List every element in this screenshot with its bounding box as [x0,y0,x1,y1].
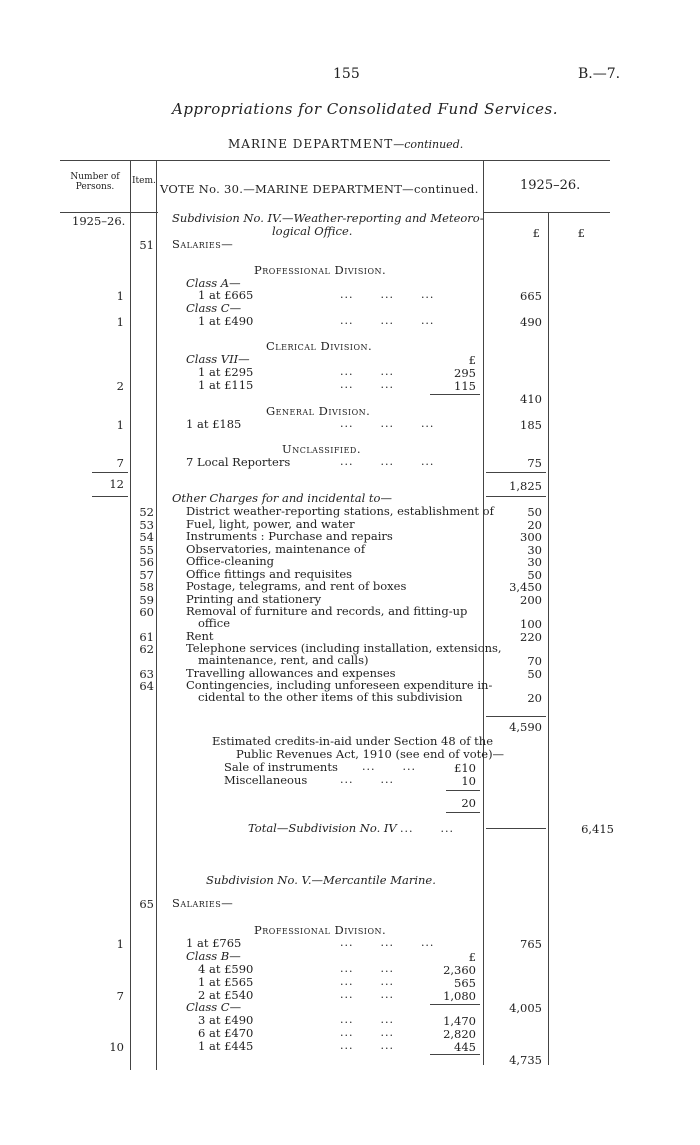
leader-dots: ... ... [340,773,394,786]
amount-value: 185 [520,418,542,432]
charge-amount: 3,450 [509,580,542,594]
sub-amount: 2,360 [443,963,476,977]
charge-description: Instruments : Purchase and repairs [186,529,393,543]
credit-item: Miscellaneous [224,773,308,787]
leader-dots: ... ... [400,822,454,835]
leader-dots: ... ... [340,1026,394,1039]
charge-description: maintenance, rent, and calls) [198,653,369,667]
credits-rule [446,790,480,791]
salary-line: 7 Local Reporters [186,455,291,469]
salary-line: 1 at £565 [198,975,254,989]
sub-amount: 565 [454,976,476,990]
persons-count: 1 [116,937,124,951]
leader-dots: ... ... ... [340,455,435,468]
class-c-label: Class C— [186,1000,242,1014]
clerical-division-heading: Clerical Division. [266,339,373,353]
sub-amount: 1,470 [443,1014,476,1028]
subdivision-4-title-line1: Subdivision No. IV.—Weather-reporting and Meteoro- [172,211,484,225]
subtotal-rule [430,1054,480,1055]
salary-line: 1 at £445 [198,1039,254,1053]
persons-count: 7 [116,989,124,1003]
salary-line: 1 at £295 [198,365,254,379]
amount-total-rule [486,496,546,497]
charge-amount: 20 [527,517,542,532]
persons-count: 7 [116,456,124,470]
sub-amount: 445 [454,1040,476,1054]
charge-description: Observatories, maintenance of [186,541,366,556]
salary-line: 1 at £115 [198,378,254,392]
salary-line: 6 at £470 [198,1026,254,1040]
salaries-heading: Salaries— [172,237,234,251]
charge-item-number: 63 [139,666,154,681]
subdivision-4-total-label: Total—Subdivision No. IV [248,821,397,835]
credit-amount: 10 [461,774,476,788]
charge-item-number: 52 [139,505,154,519]
pound-sign: £ [468,353,476,367]
charge-amount: 300 [520,530,542,544]
persons-total: 12 [109,477,124,491]
charge-item-number: 57 [139,567,154,582]
leader-dots: ... ... [340,378,394,391]
charge-description: Travelling allowances and expenses [186,665,396,680]
sub-amount: 115 [454,379,476,393]
amount-value: 490 [520,315,542,329]
charges-total-rule [486,716,546,717]
subdivision-4-title-line2: logical Office. [272,224,353,238]
charge-description: Removal of furniture and records, and fitting-up [186,604,468,618]
department-heading [228,137,463,151]
document-code: B.—7. [578,66,621,82]
year-column-header: 1925–26. [520,178,581,193]
running-title: Appropriations for Consolidated Fund Services. [172,100,559,118]
pound-heading-amount: £ [532,226,540,240]
sub-amount: 1,080 [443,989,476,1003]
amount-total-rule [486,472,546,473]
sub-amount: 2,820 [443,1027,476,1041]
credits-line1: Estimated credits-in-aid under Section 48 of the [212,734,494,748]
table-top-rule [60,160,610,161]
item-number: 51 [139,238,154,252]
charge-item-number: 55 [139,542,154,557]
subdivision-4-total: 6,415 [581,822,614,836]
persons-item-divider [130,160,131,1070]
leader-dots: ... ... [340,975,394,988]
persons-total-rule [92,472,128,473]
charge-item-number: 64 [139,679,154,693]
credit-item: Sale of instruments [224,760,338,774]
department-heading-suffix: —continued. [393,138,464,151]
charge-item-number: 62 [139,642,154,656]
year-header-rule [483,212,610,213]
amount-value: 410 [520,392,542,406]
item-column-header: Item. [132,176,156,186]
pound-sign: £ [468,950,476,964]
credits-rule [446,812,480,813]
charge-description: office [198,616,231,630]
charge-amount: 20 [527,691,542,705]
leader-dots: ... ... [340,962,394,975]
subtotal-rule [430,1004,480,1005]
charge-description: cidental to the other items of this subdivision [198,690,463,704]
persons-count: 1 [116,289,124,303]
leader-dots: ... ... [362,760,416,773]
salary-line: 3 at £490 [198,1013,254,1027]
unclassified-heading: Unclassified. [282,442,362,456]
pound-heading-total: £ [577,226,585,240]
credits-line2: Public Revenues Act, 1910 (see end of vote)— [236,747,505,761]
leader-dots: ... ... ... [340,936,435,949]
item-number: 65 [139,897,154,911]
other-charges-heading: Other Charges for and incidental to— [172,491,392,505]
amount-total-divider [548,212,549,1065]
department-heading-text: MARINE DEPARTMENT [228,137,394,151]
leader-dots: ... ... [340,988,394,1001]
leader-dots: ... ... [340,365,394,378]
persons-count: 1 [116,418,124,432]
salary-line: 1 at £665 [198,288,254,302]
professional-division-heading: Professional Division. [254,263,387,277]
charge-item-number: 58 [139,580,154,594]
amount-value: 665 [520,289,542,303]
persons-count: 1 [116,315,124,329]
amount-value: 4,005 [509,1001,542,1015]
salary-line: 2 at £540 [198,988,254,1002]
class-b-label: Class B— [186,949,241,963]
sub-amount: 295 [454,366,476,380]
credit-amount: £10 [454,761,476,775]
charge-description: Fuel, light, power, and water [186,516,355,531]
charge-description: Contingencies, including unforeseen expenditure in- [186,678,493,692]
persons-header-rule [60,212,158,213]
subtotal-rule [430,394,480,395]
leader-dots: ... ... [340,1039,394,1052]
charge-item-number: 56 [139,555,154,569]
persons-column-header: Number of Persons. [70,172,120,192]
general-division-heading: General Division. [266,404,371,418]
charge-amount: 50 [527,567,542,582]
vote-column-header: VOTE No. 30.—MARINE DEPARTMENT—continued. [160,182,479,196]
charge-item-number: 59 [139,592,154,607]
amount-value: 765 [520,937,542,951]
page-number: 155 [333,66,360,82]
persons-total-rule [92,496,128,497]
amount-value: 4,735 [509,1053,542,1067]
charge-amount: 100 [520,617,542,631]
charge-item-number: 54 [139,530,154,544]
salaries-total: 1,825 [509,479,542,493]
charge-description: Office-cleaning [186,554,275,568]
persons-year-header: 1925–26. [72,214,126,228]
persons-count: 2 [116,379,124,393]
charge-amount: 70 [527,654,542,668]
charge-item-number: 61 [139,629,154,644]
charge-amount: 50 [527,666,542,681]
class-vii-label: Class VII— [186,352,250,366]
charge-amount: 200 [520,592,542,607]
salary-line: 1 at £765 [186,936,242,950]
salary-line: 1 at £185 [186,417,242,431]
charge-description: Office fittings and requisites [186,566,353,581]
charge-item-number: 53 [139,517,154,532]
credits-total: 20 [461,796,476,810]
class-c-label: Class C— [186,301,242,315]
charge-description: Rent [186,628,214,643]
charge-amount: 30 [527,555,542,569]
professional-division-heading: Professional Division. [254,923,387,937]
leader-dots: ... ... [340,1013,394,1026]
charge-description: Telephone services (including installation, extensions, [186,641,502,655]
description-amount-divider [483,160,484,1065]
leader-dots: ... ... ... [340,288,435,301]
persons-count: 10 [109,1040,124,1054]
subdivision-5-title: Subdivision No. V.—Mercantile Marine. [206,873,436,887]
charge-description: Printing and stationery [186,591,322,606]
leader-dots: ... ... ... [340,314,435,327]
charge-amount: 30 [527,542,542,557]
charge-description: Postage, telegrams, and rent of boxes [186,579,407,593]
charge-amount: 50 [527,505,542,519]
charge-amount: 220 [520,629,542,644]
amount-value: 75 [527,456,542,470]
charges-total: 4,590 [509,720,542,734]
charge-item-number: 60 [139,605,154,619]
class-a-label: Class A— [186,276,241,290]
salary-line: 4 at £590 [198,962,254,976]
charge-description: District weather-reporting stations, establishment of [186,504,494,518]
leader-dots: ... ... ... [340,417,435,430]
salary-line: 1 at £490 [198,314,254,328]
item-description-divider [156,160,157,1070]
total-rule [486,828,546,829]
salaries-heading: Salaries— [172,896,234,910]
